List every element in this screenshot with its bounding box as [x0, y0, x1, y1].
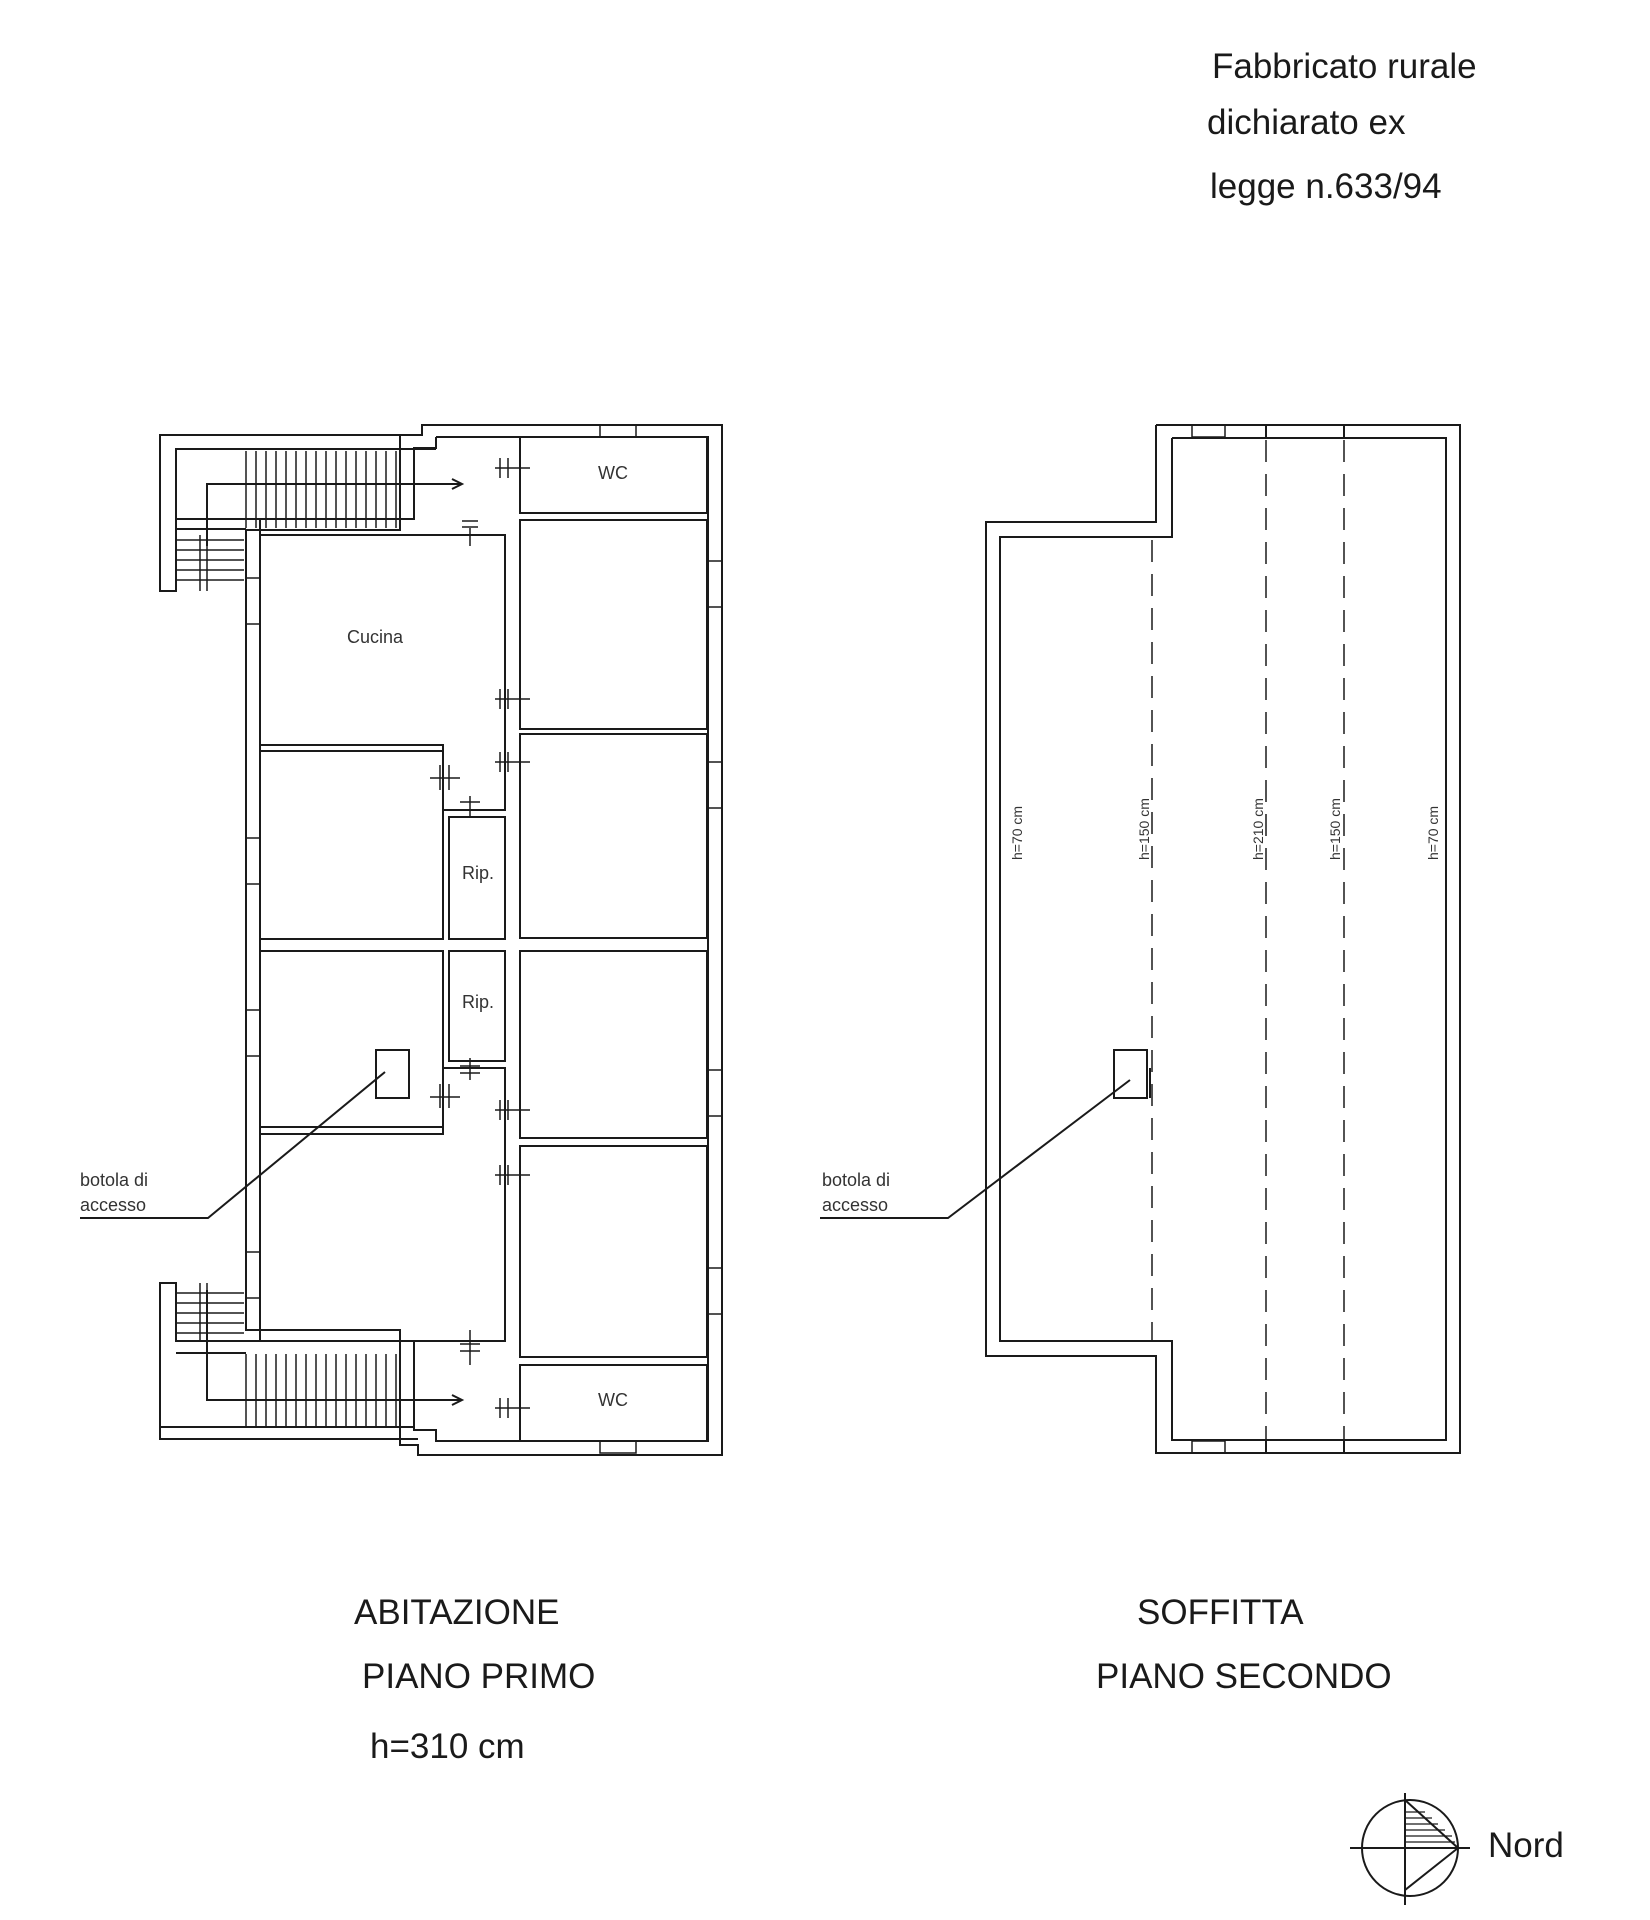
hatch-label-second-line1: botola di — [822, 1170, 891, 1190]
second-floor-title-1: SOFFITTA — [1137, 1593, 1304, 1632]
north-arrow-graphic — [1350, 1793, 1470, 1905]
room-label-rip-1: Rip. — [462, 863, 495, 883]
second-floor-title-2: PIANO SECONDO — [1096, 1657, 1392, 1696]
first-floor-title-1: ABITAZIONE — [354, 1593, 560, 1632]
north-label: Nord — [1488, 1826, 1564, 1865]
room-label-cucina: Cucina — [347, 627, 404, 647]
attic-height-lines — [1152, 440, 1344, 1440]
attic-height-label-3: h=210 cm — [1250, 798, 1266, 860]
hatch-label-second-line2: accesso — [822, 1195, 889, 1215]
hatch-label-first-line1: botola di — [80, 1170, 149, 1190]
top-stair-treads — [176, 451, 396, 591]
second-floor-plan — [820, 425, 1460, 1453]
first-floor-plan — [80, 424, 722, 1455]
room-label-wc-bottom: WC — [598, 1390, 628, 1410]
attic-height-label-1: h=70 cm — [1009, 805, 1025, 860]
first-floor-title-2: PIANO PRIMO — [362, 1657, 596, 1696]
first-floor-height: h=310 cm — [370, 1727, 525, 1766]
header-line-3: legge n.633/94 — [1210, 167, 1442, 206]
room-label-wc-top: WC — [598, 463, 628, 483]
hatch-label-first-line2: accesso — [80, 1195, 147, 1215]
attic-height-label-4: h=150 cm — [1327, 798, 1343, 860]
attic-height-label-5: h=70 cm — [1425, 805, 1441, 860]
header-line-2: dichiarato ex — [1207, 103, 1406, 142]
header-line-1: Fabbricato rurale — [1212, 47, 1477, 86]
attic-height-label-2: h=150 cm — [1136, 798, 1152, 860]
bottom-stair-treads — [176, 1283, 396, 1427]
room-label-rip-2: Rip. — [462, 992, 495, 1012]
